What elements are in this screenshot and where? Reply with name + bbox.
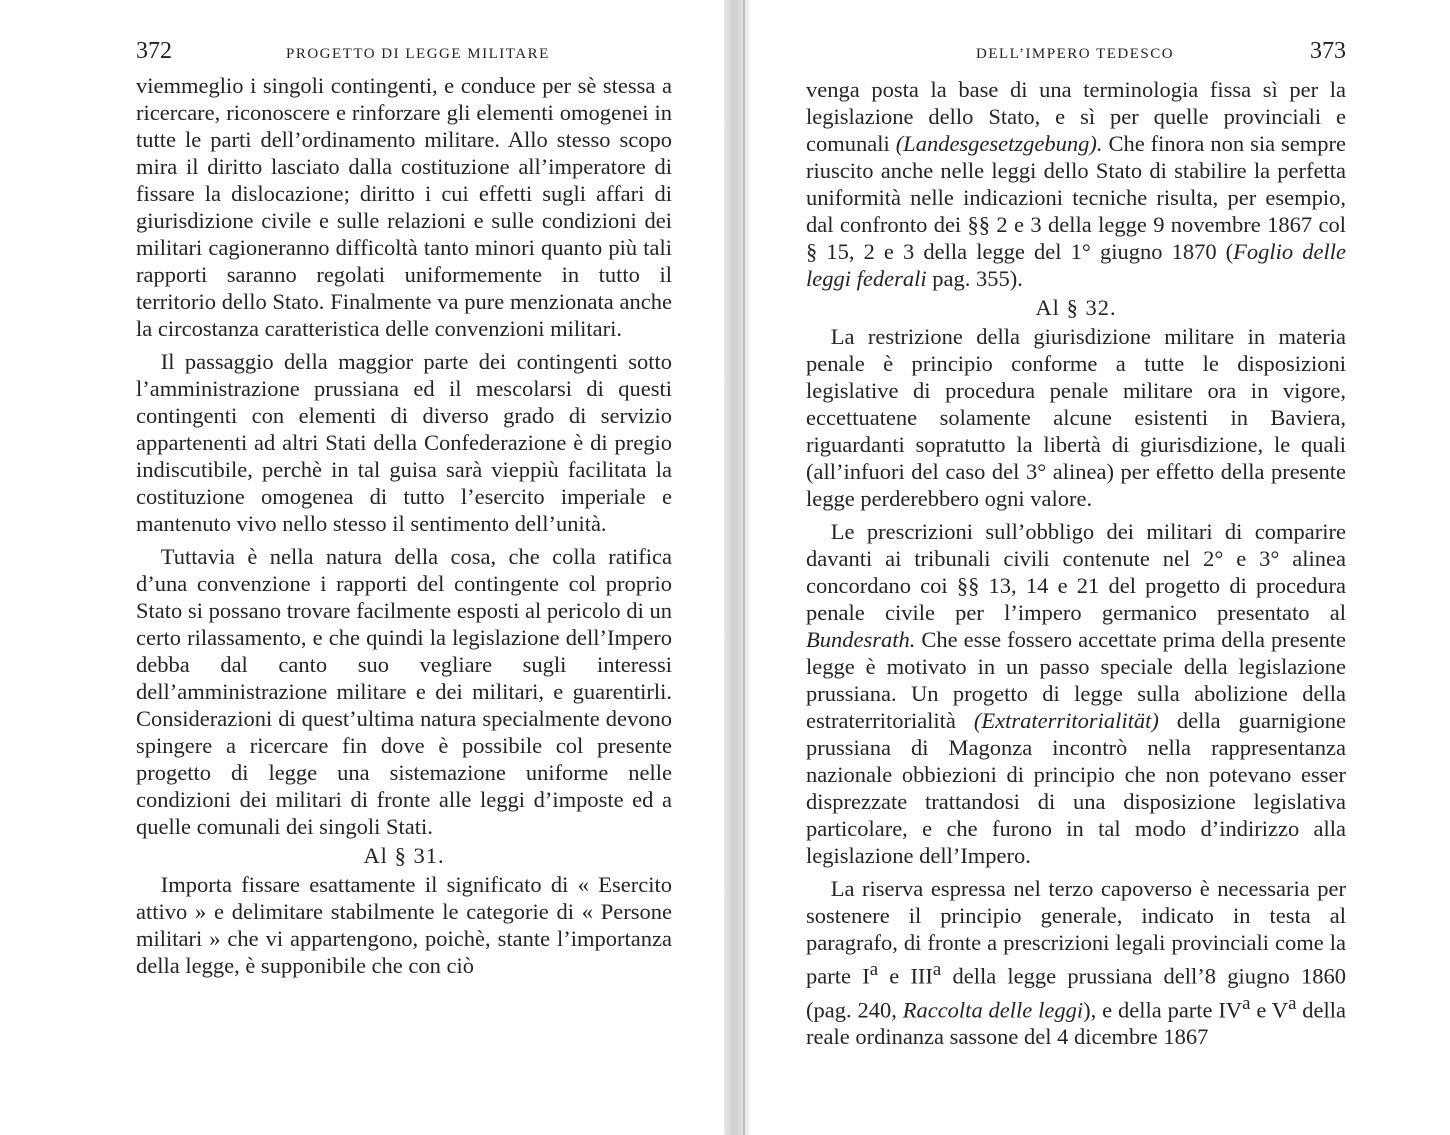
right-page-number: 373 xyxy=(1310,38,1346,64)
superscript: a xyxy=(932,959,942,980)
left-paragraph-2: Il passaggio della maggior parte dei contingenti sotto l’amministrazione prussiana ed il mescolarsi di questi contingenti con elementi di diverso grado di servizio appartenenti ad altri Stati della Confederazione è di pregio indiscutibile, perchè in tal guisa sarà vieppiù facilitata la costituzione omogenea di tutto l’esercito imperiale e mantenuto vivo nello stesso il sentimento dell’unità. xyxy=(136,349,672,536)
left-paragraph-4: Importa fissare esattamente il significato di « Esercito attivo » e delimitare stabilmente le categorie di « Persone militari » che vi appartengono, poichè, stante l’importanza della legge, è supponibile che con ciò xyxy=(136,872,672,978)
right-paragraph-4 xyxy=(806,875,1346,1050)
text-run: Che esse fossero accettate prima della presente legge è motivato in un passo speciale della legislazione prussiana. Un progetto di legge sulla abolizione della estraterritorialità xyxy=(806,627,1346,733)
gutter-fold xyxy=(743,0,745,1135)
text-run: Le prescrizioni sull’obbligo dei militari di comparire davanti ai tribunali civili contenute nel 2° e 3° alinea concordano coi §§ 13, 14 e 21 del progetto di procedura penale civile per l’impero germanico presentato al xyxy=(806,519,1346,625)
text-run: della reale ordinanza sassone del 4 dicembre 1867 xyxy=(806,997,1346,1049)
italic-run: Foglio delle leggi federali xyxy=(806,239,1346,291)
right-body-text xyxy=(806,76,1346,1050)
text-run: venga posta la base di una terminologia fissa sì per la legislazione dello Stato, e sì per quelle provinciali e comunali xyxy=(806,77,1346,156)
text-run: della legge prussiana dell’8 giugno 1860 (pag. 240, xyxy=(806,963,1346,1022)
left-page-number: 372 xyxy=(136,38,172,64)
right-section-heading: Al § 32. xyxy=(1035,295,1117,320)
italic-run: (Extraterritorialität) xyxy=(973,708,1159,733)
italic-run: Bundesrath. xyxy=(806,627,916,652)
right-running-title: DELL’IMPERO TEDESCO xyxy=(976,46,1175,62)
superscript: a xyxy=(869,959,879,980)
text-run: La riserva espressa nel terzo capoverso è necessaria per sostenere il principio generale, indicato in testa al paragrafo, di fronte a prescrizioni legali provinciali come la parte I xyxy=(806,876,1346,989)
left-body-text xyxy=(136,72,672,979)
text-run: e V xyxy=(1250,997,1289,1022)
right-paragraph-3 xyxy=(806,518,1346,869)
italic-run: (Landesgesetzgebung). xyxy=(895,131,1103,156)
right-paragraph-2: La restrizione della giurisdizione militare in materia penale è principio conforme a tutte le disposizioni legislative di procedura penale militare ora in vigore, eccettuatene solamente alcune esistenti in Baviera, riguardanti sopratutto la libertà di giurisdizione, le quali (all’infuori del caso del 3° alinea) per effetto della presente legge perderebbero ogni valore. xyxy=(806,324,1346,511)
superscript: a xyxy=(1288,992,1297,1014)
text-run: della guarnigione prussiana di Magonza incontrò nella rappresentanza nazionale obbiezioni di principio che non potevano esser disprezzate trattandosi di una disposizione legislativa particolare, e che furono in tal modo d’indirizzo alla legislazione dell’Impero. xyxy=(806,708,1347,868)
book-gutter xyxy=(724,0,750,1135)
right-running-head xyxy=(806,38,1346,74)
left-paragraph-1: viemmeglio i singoli contingenti, e conduce per sè stessa a ricercare, riconoscere e rinforzare gli elementi omogenei in tutte le parti dell’ordinamento militare. Allo stesso scopo mira il diritto lasciato dalla costituzione all’imperatore di fissare la dislocazione; diritto i cui effetti sugli affari di giurisdizione civile e sulle relazioni e sulle condizioni dei militari cagioneranno difficoltà tanto minori quanto più tali rapporti saranno regolati uniformemente in tutto il territorio dello Stato. Finalmente va pure menzionata anche la circostanza caratteristica delle convenzioni militari. xyxy=(136,73,672,341)
right-paragraph-1 xyxy=(806,76,1346,292)
italic-run: Raccolta delle leggi xyxy=(902,997,1084,1022)
left-paragraph-3: Tuttavia è nella natura della cosa, che colla ratifica d’una convenzione i rapporti del contingente col proprio Stato si possano trovare facilmente esposti al pericolo di un certo rilassamento, e che quindi la legislazione dell’Impero debba dal canto suo vegliare sugli interessi dell’amministrazione militare e dei militari, e guarentirli. Considerazioni di quest’ultima natura specialmente devono spingere a ricercare fin dove è possibile col presente progetto di legge una sistemazione uniforme nelle condizioni dei militari di fronte alle leggi d’imposte ed a quelle comunali dei singoli Stati. xyxy=(136,544,672,839)
left-page xyxy=(0,0,724,1135)
text-run: Che finora non sia sempre riuscito anche nelle leggi dello Stato di stabilire la perfetta uniformità nelle indicazioni tecniche risulta, per esempio, dal confronto dei §§ 2 e 3 della legge 9 novembre 1867 col § 15, 2 e 3 della legge del 1° giugno 1870 ( xyxy=(806,131,1346,264)
right-page xyxy=(750,0,1450,1135)
left-running-title: PROGETTO DI LEGGE MILITARE xyxy=(286,46,550,62)
left-section-heading: Al § 31. xyxy=(363,843,445,868)
text-run: pag. 355). xyxy=(926,266,1023,291)
superscript: a xyxy=(1242,992,1251,1014)
text-run: e III xyxy=(878,963,933,989)
left-running-head xyxy=(136,38,672,74)
text-run: ), e della parte IV xyxy=(1083,997,1243,1022)
